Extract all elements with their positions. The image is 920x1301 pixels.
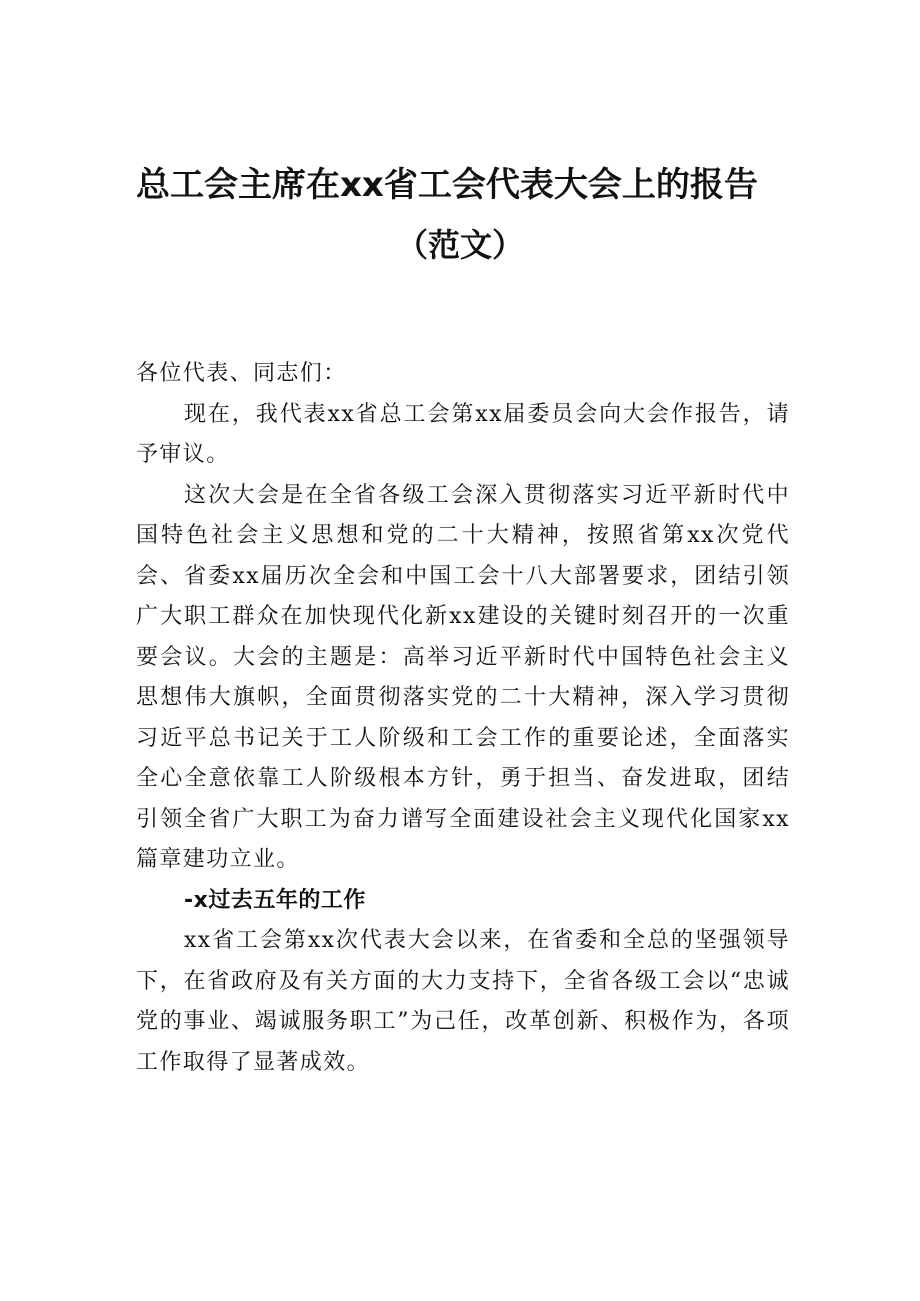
paragraph-section: xx省工会第xx次代表大会以来，在省委和全总的坚强领导下，在省政府及有关方面的大力支持下，全省各级工会以“忠诚党的事业、竭诚服务职工”为己任，改革创新、积极作为，各项工作取得了显著成效。 (136, 928, 790, 1075)
document-title: 总工会主席在xx省工会代表大会上的报告 (136, 165, 758, 205)
paragraph-theme: 这次大会是在全省各级工会深入贯彻落实习近平新时代中国特色社会主义思想和党的二十大精神，按照省第xx次党代会、省委xx届历次全会和中国工会十八大部署要求，团结引领广大职工群众在加快现代化新xx建设的关键时刻召开的一次重要会议。大会的主题是：高举习近平新时代中国特色社会主义思想伟大旗帜，全面贯彻落实党的二十大精神，深入学习贯彻习近平总书记关于工人阶级和工会工作的重要论述，全面落实全心全意依靠工人阶级根本方针，勇于担当、奋发进取，团结引领全省广大职工为奋力谱写全面建设社会主义现代化国家xx篇章建功立业。 (136, 482, 790, 872)
document-subtitle: （范文） (395, 226, 524, 264)
document-body (136, 354, 790, 1083)
salutation: 各位代表、同志们： (136, 361, 347, 386)
paragraph-intro: 现在，我代表xx省总工会第xx届委员会向大会作报告，请予审议。 (136, 401, 790, 467)
section-heading: -x过去五年的工作 (184, 887, 366, 913)
